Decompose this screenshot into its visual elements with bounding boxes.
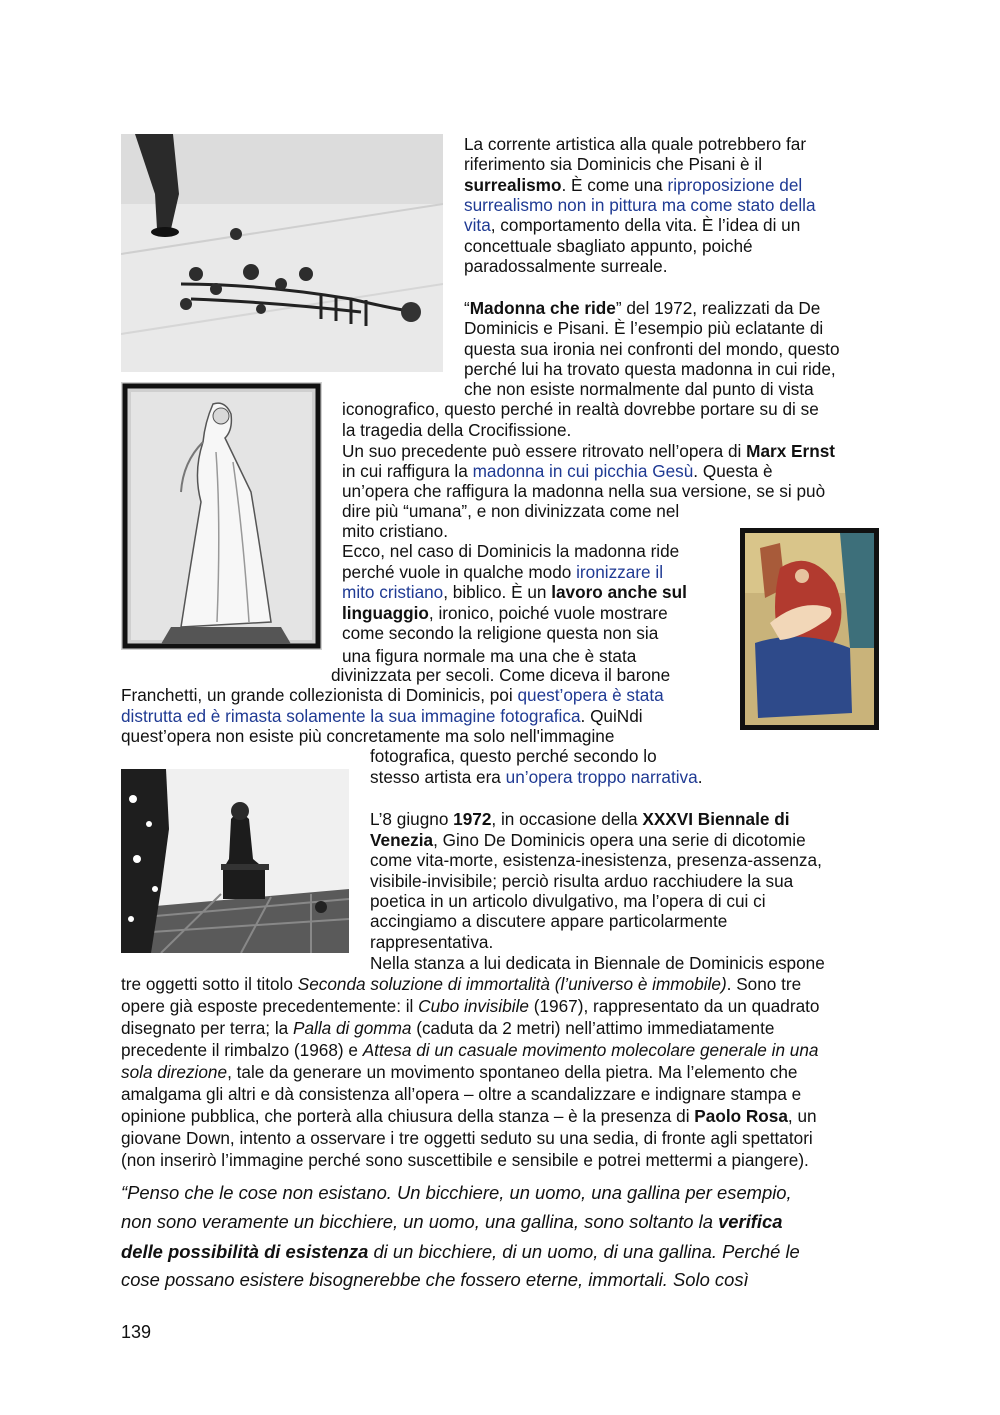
text-span: “ bbox=[464, 298, 470, 318]
text-span: Cubo invisibile bbox=[418, 996, 529, 1016]
paragraph-line bbox=[342, 501, 679, 521]
text-span: riferimento sia Dominicis che Pisani è il bbox=[464, 154, 763, 174]
text-span: Seconda soluzione di immortalità (l’universo è immobile) bbox=[297, 974, 727, 994]
text-span: opere già esposte precedentemente: il bbox=[121, 996, 419, 1016]
paragraph-line bbox=[464, 175, 802, 195]
paragraph-line bbox=[342, 481, 825, 501]
paragraph-line bbox=[370, 746, 657, 766]
paragraph-line bbox=[121, 1084, 801, 1104]
text-span: poetica in un articolo divulgativo, ma l’opera di cui ci bbox=[370, 891, 766, 911]
highlighted-phrase: surrealismo non in pittura ma come stato della bbox=[464, 195, 816, 215]
text-span: fotografica, questo perché secondo lo bbox=[370, 746, 657, 766]
text-span: tre oggetti sotto il titolo bbox=[121, 974, 298, 994]
paragraph-line bbox=[342, 420, 571, 440]
paragraph-line bbox=[331, 665, 670, 685]
page-number: 139 bbox=[121, 1322, 152, 1342]
text-span: , un bbox=[787, 1106, 817, 1126]
highlighted-phrase: vita bbox=[464, 215, 491, 235]
paragraph-line bbox=[342, 582, 687, 602]
paragraph-line bbox=[464, 339, 840, 359]
text-span: quest’opera non esiste più concretamente ma solo nell'immagine bbox=[121, 726, 615, 746]
text-span: , ironico, poiché vuole mostrare bbox=[428, 603, 668, 623]
text-span: (1967), rappresentato da un quadrato bbox=[528, 996, 820, 1016]
paragraph-line bbox=[370, 830, 806, 850]
paragraph-line bbox=[370, 932, 493, 952]
text-span: , tale da generare un movimento spontaneo della pietra. Ma l’elemento che bbox=[227, 1062, 798, 1082]
text-span: non sono veramente un bicchiere, un uomo, una gallina, sono soltanto la bbox=[121, 1211, 719, 1232]
text-span: Marx Ernst bbox=[746, 441, 835, 461]
highlighted-phrase: ironizzare il bbox=[576, 562, 664, 582]
text-span: rappresentativa. bbox=[370, 932, 494, 952]
text-span: perché lui ha trovato questa madonna in cui ride, bbox=[464, 359, 836, 379]
madonna-statue-photo bbox=[121, 382, 322, 650]
text-span: Attesa di un casuale movimento molecolare generale in una bbox=[362, 1040, 819, 1060]
text-span: . QuiNdi bbox=[580, 706, 643, 726]
paragraph-line bbox=[121, 1062, 797, 1082]
text-span: che non esiste normalmente dal punto di vista bbox=[464, 379, 814, 399]
text-span: Venezia bbox=[370, 830, 434, 850]
text-span: come secondo la religione questa non sia bbox=[342, 623, 659, 643]
paragraph-line bbox=[370, 767, 703, 787]
text-span: (caduta da 2 metri) nell’attimo immediatamente bbox=[411, 1018, 775, 1038]
text-span: iconografico, questo perché in realtà dovrebbe portare su di se bbox=[342, 399, 819, 419]
paragraph-line bbox=[464, 318, 823, 338]
text-span: , Gino De Dominicis opera una serie di dicotomie bbox=[433, 830, 806, 850]
paragraph-line bbox=[342, 646, 636, 666]
paragraph-line bbox=[121, 706, 643, 726]
text-span: la tragedia della Crocifissione. bbox=[342, 420, 572, 440]
text-span: L’8 giugno bbox=[370, 809, 454, 829]
paragraph-line bbox=[370, 953, 825, 973]
paragraph-line bbox=[342, 521, 448, 541]
text-span: linguaggio bbox=[342, 603, 429, 623]
text-span: Nella stanza a lui dedicata in Biennale de Dominicis espone bbox=[370, 953, 825, 973]
paragraph-line bbox=[370, 911, 727, 931]
paragraph-line bbox=[370, 891, 766, 911]
paragraph-line bbox=[121, 974, 801, 994]
paragraph-line bbox=[342, 399, 819, 419]
skeleton-artwork-photo bbox=[121, 134, 443, 372]
highlighted-phrase: quest’opera è stata bbox=[517, 685, 664, 705]
text-span: disegnato per terra; la bbox=[121, 1018, 293, 1038]
text-span: lavoro anche sul bbox=[551, 582, 687, 602]
text-span: . Questa è bbox=[693, 461, 773, 481]
text-span: opinione pubblica, che porterà alla chiusura della stanza – è la presenza di bbox=[121, 1106, 695, 1126]
text-span: visibile-invisibile; perciò risulta arduo racchiudere la sua bbox=[370, 871, 794, 891]
paragraph-line bbox=[464, 215, 800, 235]
text-span: , biblico. È un bbox=[443, 582, 552, 602]
quote-line bbox=[121, 1180, 792, 1206]
text-span: Penso che le cose non esistano. Un bicchiere, un uomo, una gallina per esempio, bbox=[127, 1182, 792, 1203]
text-span: di un bicchiere, di un uomo, di una gallina. Perché le bbox=[368, 1241, 800, 1262]
text-span: , comportamento della vita. È l’idea di un bbox=[490, 215, 801, 235]
paragraph-line bbox=[342, 541, 679, 561]
paragraph-line bbox=[464, 256, 668, 276]
paragraph-line bbox=[464, 379, 814, 399]
paragraph-line bbox=[121, 1018, 774, 1038]
text-span: 1972 bbox=[453, 809, 492, 829]
text-span: in cui raffigura la bbox=[342, 461, 473, 481]
paragraph-line bbox=[370, 871, 793, 891]
text-span: (non inserirò l’immagine perché sono suscettibile e sensibile e potrei mettermi a piangere). bbox=[121, 1150, 809, 1170]
highlighted-phrase: riproposizione del bbox=[667, 175, 803, 195]
highlighted-phrase: madonna in cui picchia Gesù bbox=[472, 461, 694, 481]
biennale-room-photo bbox=[121, 769, 349, 953]
text-span: Un suo precedente può essere ritrovato nell’opera di bbox=[342, 441, 747, 461]
paragraph-line bbox=[342, 623, 658, 643]
highlighted-phrase: mito cristiano bbox=[342, 582, 444, 602]
text-span: Dominicis e Pisani. È l’esempio più eclatante di bbox=[464, 318, 824, 338]
paragraph-line bbox=[464, 134, 806, 154]
paragraph-line bbox=[121, 726, 614, 746]
text-span: XXXVI Biennale di bbox=[642, 809, 790, 829]
text-span: una figura normale ma una che è stata bbox=[342, 646, 637, 666]
paragraph-line bbox=[370, 850, 822, 870]
text-span: . Sono tre bbox=[726, 974, 802, 994]
text-span: concettuale sbagliato appunto, poiché bbox=[464, 236, 753, 256]
paragraph-line bbox=[121, 996, 819, 1016]
text-span: paradossalmente surreale. bbox=[464, 256, 668, 276]
text-span: Paolo Rosa bbox=[694, 1106, 788, 1126]
text-span: , in occasione della bbox=[491, 809, 643, 829]
text-span: stesso artista era bbox=[370, 767, 506, 787]
text-span: delle possibilità di esistenza bbox=[121, 1241, 369, 1262]
paragraph-line bbox=[464, 154, 762, 174]
quote-line bbox=[121, 1239, 800, 1265]
text-span: precedente il rimbalzo (1968) e bbox=[121, 1040, 363, 1060]
paragraph-line bbox=[464, 298, 820, 318]
text-span: come vita-morte, esistenza-inesistenza, presenza-assenza, bbox=[370, 850, 822, 870]
text-span: . bbox=[697, 767, 703, 787]
quote-line bbox=[121, 1267, 749, 1293]
text-span: “ bbox=[121, 1182, 128, 1203]
text-span: La corrente artistica alla quale potrebbero far bbox=[464, 134, 807, 154]
paragraph-line bbox=[121, 1150, 809, 1170]
paragraph-line bbox=[464, 236, 753, 256]
paragraph-line bbox=[121, 1106, 817, 1126]
text-span: un’opera che raffigura la madonna nella sua versione, se si può bbox=[342, 481, 826, 501]
highlighted-phrase: un’opera troppo narrativa bbox=[505, 767, 698, 787]
paragraph-line bbox=[464, 195, 816, 215]
text-span: perché vuole in qualche modo bbox=[342, 562, 577, 582]
paragraph-line bbox=[121, 1128, 813, 1148]
text-span: cose possano esistere bisognerebbe che fossero eterne, immortali. Solo così bbox=[121, 1269, 749, 1290]
text-span: accingiamo a discutere appare particolarmente bbox=[370, 911, 728, 931]
text-span: Franchetti, un grande collezionista di Dominicis, poi bbox=[121, 685, 518, 705]
text-span: sola direzione bbox=[121, 1062, 228, 1082]
text-span: dire più “umana”, e non divinizzata come nel bbox=[342, 501, 680, 521]
paragraph-line bbox=[121, 685, 664, 705]
paragraph-line bbox=[370, 809, 789, 829]
text-span: Ecco, nel caso di Dominicis la madonna ride bbox=[342, 541, 680, 561]
text-span: . È come una bbox=[561, 175, 668, 195]
text-span: Palla di gomma bbox=[292, 1018, 412, 1038]
quote-line bbox=[121, 1209, 783, 1235]
paragraph-line bbox=[464, 359, 836, 379]
paragraph-line bbox=[342, 603, 668, 623]
text-span: surrealismo bbox=[464, 175, 562, 195]
text-span: amalgama gli altri e dà consistenza all’opera – oltre a scandalizzare e indignare stampa e bbox=[121, 1084, 802, 1104]
text-span: divinizzata per secoli. Come diceva il barone bbox=[331, 665, 671, 685]
paragraph-line bbox=[342, 461, 773, 481]
text-span: verifica bbox=[718, 1211, 783, 1232]
highlighted-phrase: distrutta ed è rimasta solamente la sua immagine fotografica bbox=[121, 706, 581, 726]
text-span: ” del 1972, realizzati da De bbox=[615, 298, 821, 318]
text-span: giovane Down, intento a osservare i tre oggetti seduto su una sedia, di fronte agli spettatori bbox=[121, 1128, 813, 1148]
text-span: questa sua ironia nei confronti del mondo, questo bbox=[464, 339, 840, 359]
paragraph-line bbox=[342, 441, 835, 461]
text-span: Madonna che ride bbox=[469, 298, 616, 318]
max-ernst-painting-photo bbox=[740, 528, 879, 730]
text-span: mito cristiano. bbox=[342, 521, 449, 541]
paragraph-line bbox=[342, 562, 663, 582]
paragraph-line bbox=[121, 1040, 818, 1060]
